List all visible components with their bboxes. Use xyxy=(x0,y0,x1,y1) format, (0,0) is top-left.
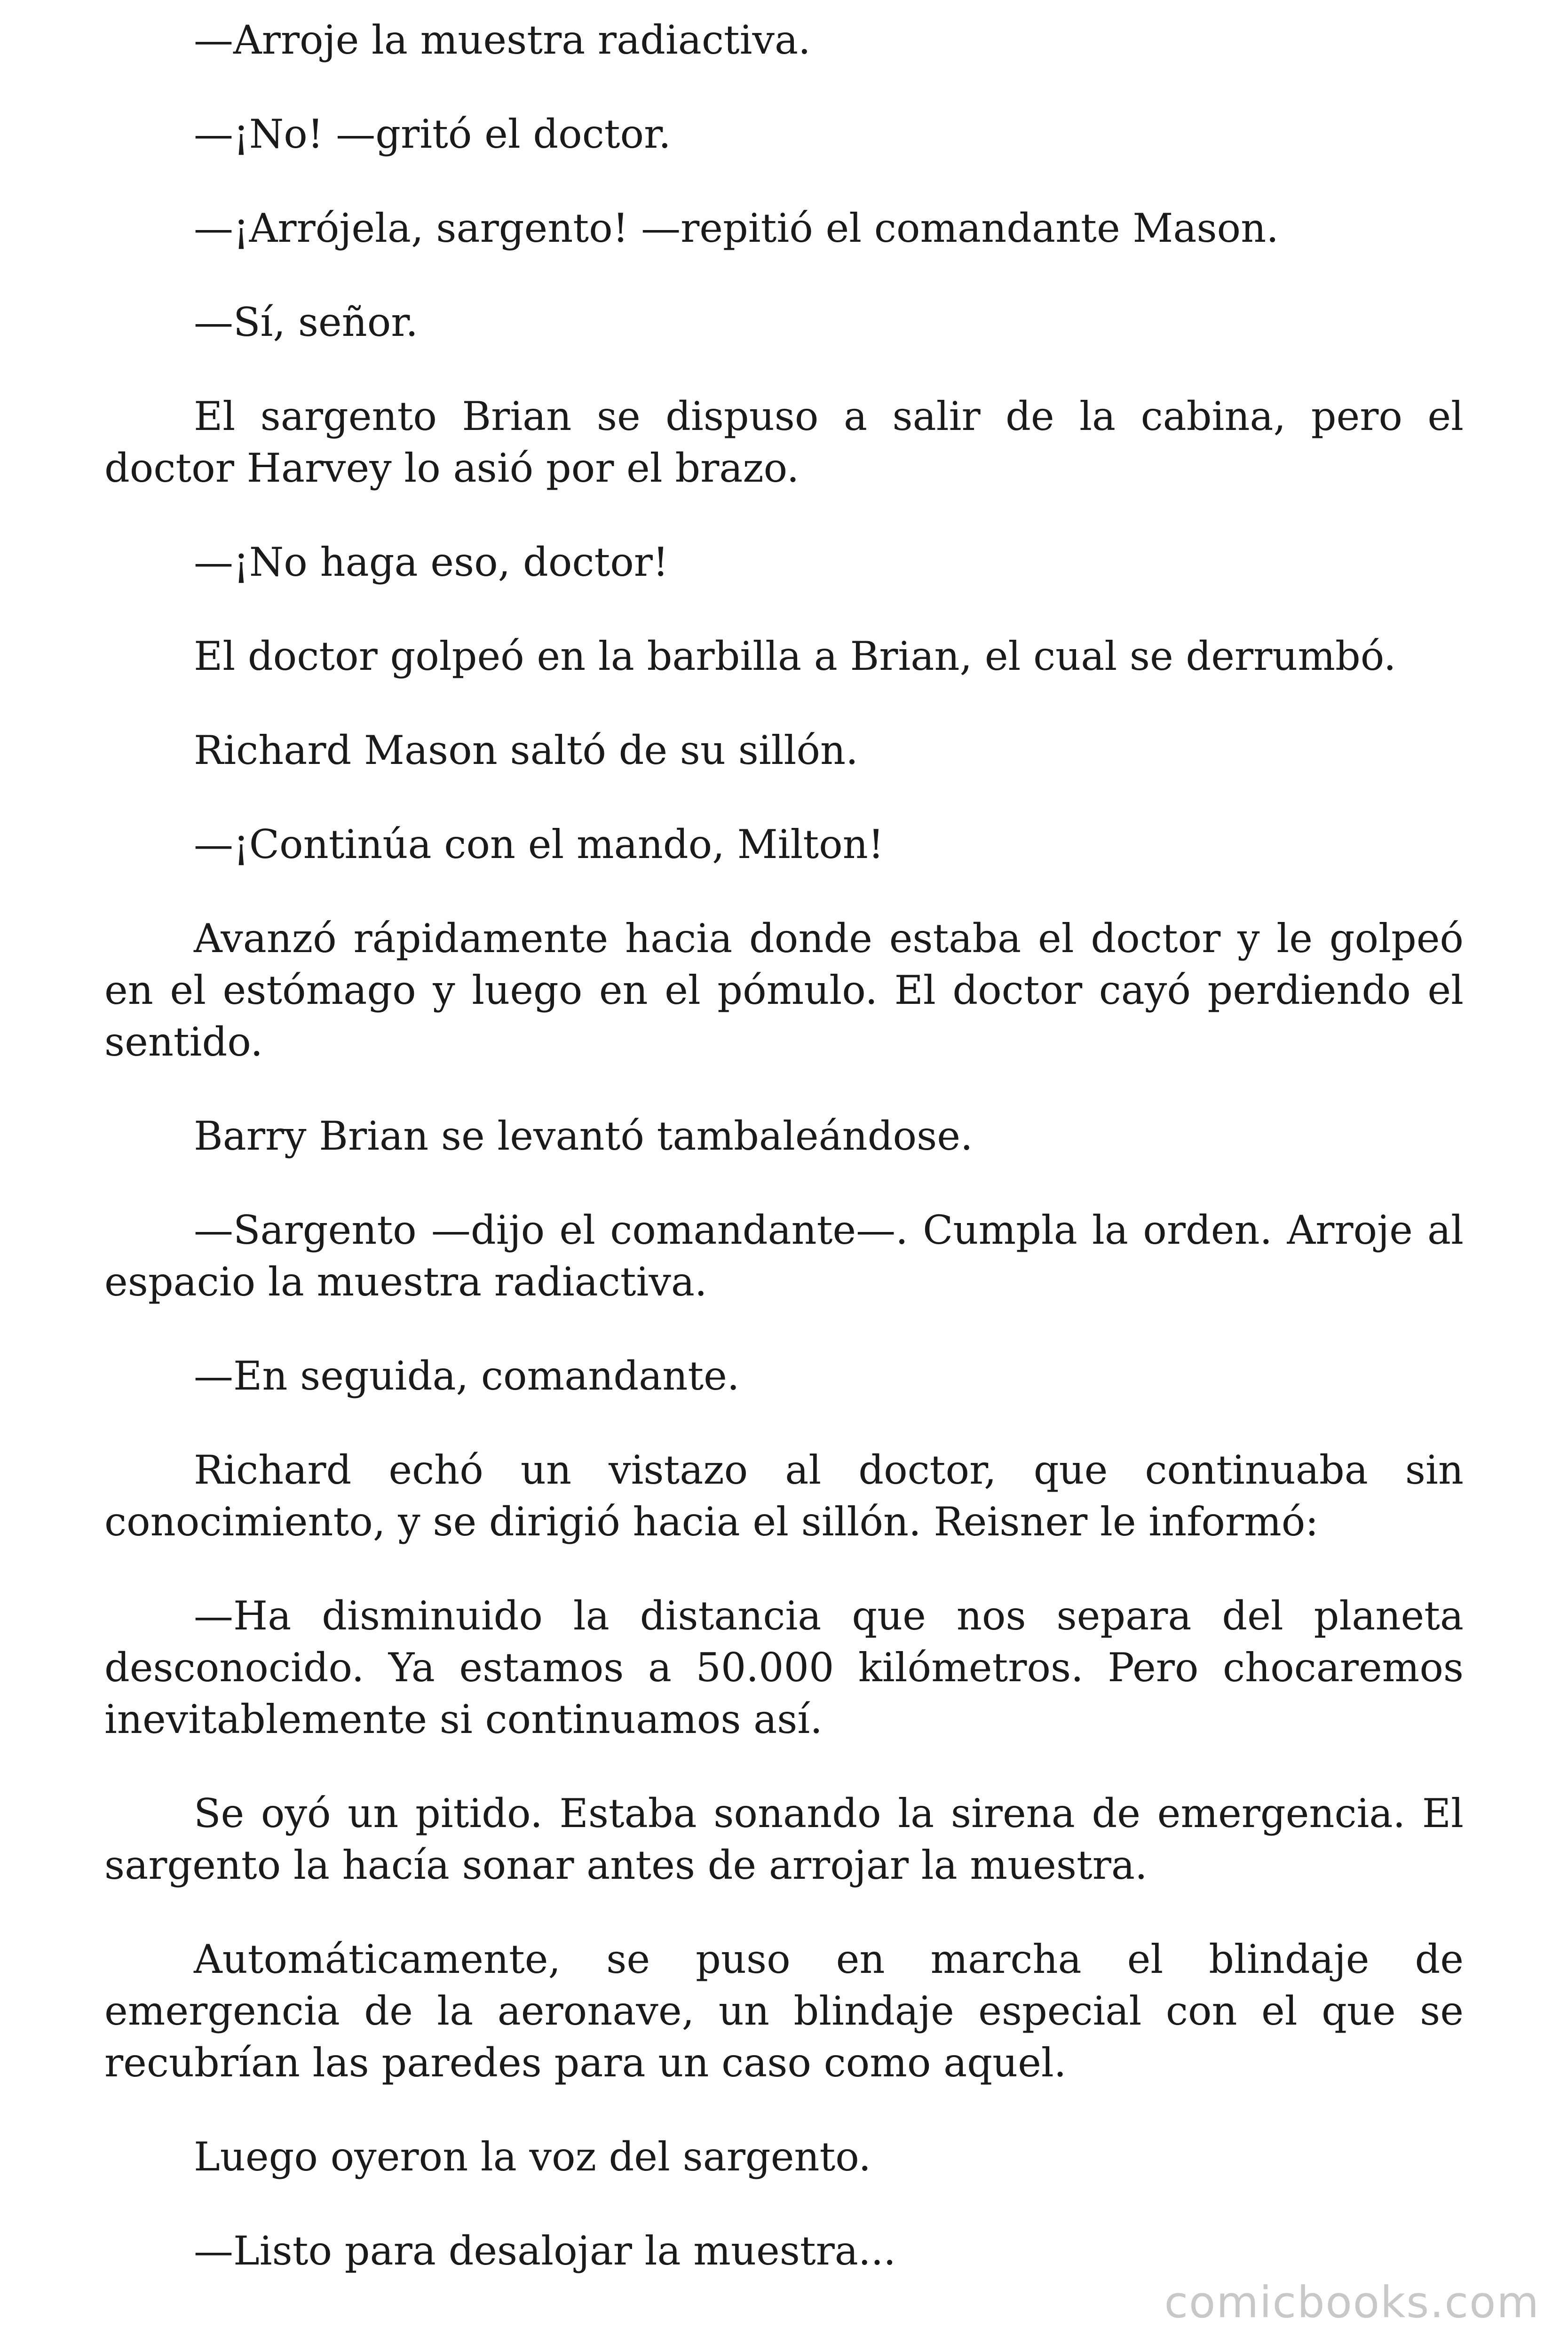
paragraph: Se oyó un pitido. Estaba sonando la sirena de emergencia. El sargento la hacía sonar antes de arrojar la muestra. xyxy=(104,1790,1464,1888)
paragraph: —Ha disminuido la distancia que nos separa del planeta desconocido. Ya estamos a 50.000 kilómetros. Pero chocaremos inevitablemente si continuamos así. xyxy=(104,1593,1464,1742)
paragraph: El doctor golpeó en la barbilla a Brian, el cual se derrumbó. xyxy=(194,633,1396,679)
watermark: comicbooks.com xyxy=(1164,2277,1540,2328)
paragraph: Luego oyeron la voz del sargento. xyxy=(194,2134,871,2180)
paragraph: —¡No! —gritó el doctor. xyxy=(194,111,671,157)
paragraph: Avanzó rápidamente hacia donde estaba el doctor y le golpeó en el estómago y luego en el pómulo. El doctor cayó perdiendo el sentido. xyxy=(104,915,1464,1065)
paragraph: —¡Continúa con el mando, Milton! xyxy=(194,821,884,867)
paragraph: Richard Mason saltó de su sillón. xyxy=(194,727,858,773)
paragraph: —Sargento —dijo el comandante—. Cumpla la orden. Arroje al espacio la muestra radiactiva. xyxy=(104,1207,1464,1305)
paragraph: —Sí, señor. xyxy=(194,299,418,345)
paragraph: El sargento Brian se dispuso a salir de la cabina, pero el doctor Harvey lo asió por el brazo. xyxy=(104,393,1464,491)
paragraph: Barry Brian se levantó tambaleándose. xyxy=(194,1113,973,1159)
body-text xyxy=(104,14,1464,2277)
paragraph: Automáticamente, se puso en marcha el blindaje de emergencia de la aeronave, un blindaje especial con el que se recubrían las paredes para un caso como aquel. xyxy=(104,1936,1464,2086)
paragraph: —En seguida, comandante. xyxy=(194,1353,740,1399)
paragraph: —¡Arrójela, sargento! —repitió el comandante Mason. xyxy=(194,205,1279,251)
paragraph: Richard echó un vistazo al doctor, que continuaba sin conocimiento, y se dirigió hacia el sillón. Reisner le informó: xyxy=(104,1447,1464,1545)
paragraph: —Listo para desalojar la muestra... xyxy=(194,2228,896,2274)
paragraph: —Arroje la muestra radiactiva. xyxy=(194,17,811,63)
paragraph: —¡No haga eso, doctor! xyxy=(194,539,669,585)
